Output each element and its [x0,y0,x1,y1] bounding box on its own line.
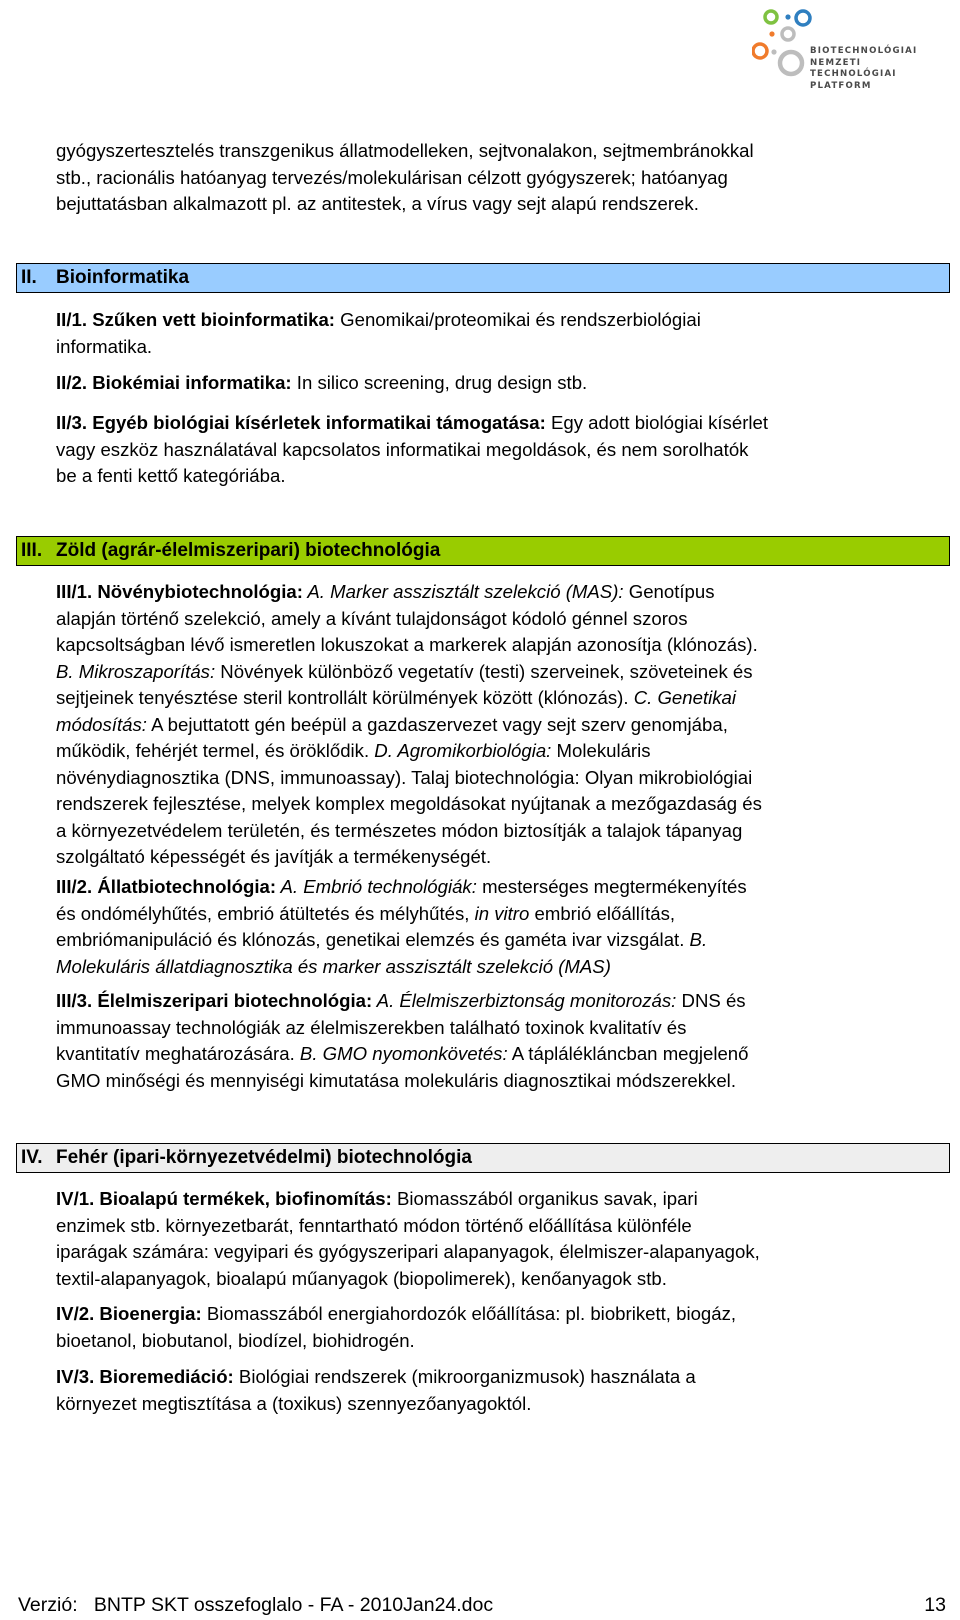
item-text: iparágak számára: vegyipari és gyógyszeripari alapanyagok, élelmiszer-alapanyagok, [56,1241,760,1262]
item-iv-1 [56,1186,936,1292]
section-title: Bioinformatika [56,267,190,288]
item-text: Biológiai rendszerek (mikroorganizmusok) használata a [233,1366,696,1387]
item-text: rendszerek fejlesztése, melyek komplex megoldásokat nyújtanak a mezőgazdaság és [56,793,762,814]
logo-text [810,46,917,92]
page-number: 13 [924,1594,946,1616]
item-text: embriómanipuláció és klónozás, genetikai elemzés és gaméta ivar vizsgálat. [56,929,685,950]
section-number: III. [21,540,43,561]
item-text: a környezetvédelem területén, és természetes módon biztosítják a talajok tápanyag [56,819,743,841]
item-subheading: A. Embrió technológiák: [276,876,477,897]
item-text: alapján történő szelekció, amely a kívánt tulajdonságot kódoló génnel szoros [56,607,688,629]
section-number: II. [21,267,37,288]
item-text: A bejuttatott gén beépül a gazdaszervezet vagy sejt szerv genomjába, [146,713,728,735]
item-text: bioetanol, biobutanol, biodízel, biohidrogén. [56,1329,415,1351]
item-code: III/2. [56,876,93,897]
section-header-bioinformatika [16,263,950,293]
item-subheading: B. Mikroszaporítás: [56,660,216,682]
bntp-logo [752,4,952,96]
logo-line-2: NEMZETI [810,57,862,68]
item-text: GMO minőségi és mennyiségi kimutatása molekuláris diagnosztikai módszerekkel. [56,1069,736,1091]
item-text: textil-alapanyagok, bioalapú műanyagok (biopolimerek), kenőanyagok stb. [56,1267,667,1289]
logo-line-1: BIOTECHNOLÓGIAI [810,46,918,56]
item-heading: Állatbiotechnológia: [97,876,277,897]
item-iv-2 [56,1301,936,1354]
item-italic-term: in vitro [474,902,530,924]
footer-version-text: Verzió: BNTP SKT osszefoglalo - FA - 2010Jan24.doc [18,1594,494,1616]
item-text: kapcsoltságban lévő ismeretlen lokuszokat a markerek alapján azonosítja (klónozás). [56,634,758,655]
intro-line-2: stb., racionális hatóanyag tervezés/molekulárisan célzott gyógyszerek; hatóanyag [56,166,728,188]
item-text: In silico screening, drug design stb. [291,372,588,393]
item-subheading: B. GMO nyomonkövetés: [294,1043,508,1064]
item-text: A táplálékláncban megjelenő [507,1043,749,1064]
item-heading: Növénybiotechnológia: [97,581,303,602]
item-subheading: B. [684,929,708,950]
item-text: Növények különböző vegetatív (testi) szerveinek, szöveteinek és [215,660,753,682]
logo-circles-icon [752,4,812,96]
item-text: Biomasszából organikus savak, ipari [391,1188,698,1209]
item-heading: Egyéb biológiai kísérletek informatikai támogatása: [92,412,546,433]
item-text: informatika. [56,335,153,357]
section-header-feher-biotechnologia [16,1143,950,1173]
item-heading: Bioalapú termékek, biofinomítás: [99,1188,392,1209]
item-text: környezet megtisztítása a (toxikus) szennyezőanyagoktól. [56,1392,532,1414]
logo-line-3: TECHNOLÓGIAI [810,69,897,79]
item-text: és ondómélyhűtés, embrió átültetés és mélyhűtés, [56,902,475,924]
section-title: Fehér (ipari-környezetvédelmi) biotechnológia [56,1147,472,1168]
item-heading: Élelmiszeripari biotechnológia: [97,990,373,1011]
item-subheading: A. Élelmiszerbiztonság monitorozás: [372,990,677,1011]
intro-line-3: bejuttatásban alkalmazott pl. az antitestek, a vírus vagy sejt alapú rendszerek. [56,193,699,214]
item-code: III/1. [56,581,93,602]
page-footer [18,1593,946,1617]
item-text: szolgáltató képességét és javítják a termékenységét. [56,846,492,867]
item-code: II/2. [56,372,88,393]
item-heading: Bioremediáció: [99,1366,234,1387]
item-text: Genotípus [623,581,715,602]
item-text: Egy adott biológiai kísérlet [545,412,769,433]
item-text: kvantitatív meghatározására. [56,1043,295,1064]
item-subheading: módosítás: [56,713,147,735]
logo-line-4: PLATFORM [810,80,872,91]
item-text: vagy eszköz használatával kapcsolatos informatikai megoldások, és nem sorolhatók [56,438,749,460]
item-heading: Szűken vett bioinformatika: [92,309,335,330]
section-title: Zöld (agrár-élelmiszeripari) biotechnológia [56,540,441,561]
item-text: Molekuláris [551,740,651,761]
item-ii-1 [56,307,936,360]
item-code: IV/1. [56,1188,95,1209]
item-text: sejtjeinek tenyésztése steril kontrollált körülmények között (klónozás). [56,687,629,708]
item-subheading: D. Agromikorbiológia: [369,740,552,761]
item-subheading: Molekuláris állatdiagnosztika és marker asszisztált szelekció (MAS) [56,955,611,977]
item-text: immunoassay technológiák az élelmiszerekben található toxinok kvalitatív és [56,1016,687,1038]
item-text: Biomasszából energiahordozók előállítása: pl. biobrikett, biogáz, [201,1303,737,1324]
section-number: IV. [21,1147,43,1168]
item-text: enzimek stb. környezetbarát, fenntartható módon történő előállítása különféle [56,1214,692,1236]
item-code: IV/3. [56,1366,95,1387]
item-code: II/3. [56,412,88,433]
item-text: mesterséges megtermékenyítés [476,876,747,897]
item-code: III/3. [56,990,93,1011]
item-code: IV/2. [56,1303,95,1324]
item-heading: Biokémiai informatika: [92,372,292,393]
item-text: Genomikai/proteomikai és rendszerbiológiai [334,309,701,330]
item-iv-3 [56,1364,936,1417]
item-ii-3 [56,410,936,490]
item-text: működik, fehérjét termel, és öröklődik. [56,740,370,761]
item-text: embrió előállítás, [529,902,676,924]
item-text: DNS és [676,990,746,1011]
item-text: növénydiagnosztika (DNS, immunoassay). Talaj biotechnológia: Olyan mikrobiológiai [56,766,753,788]
item-iii-3 [56,988,936,1094]
item-text: be a fenti kettő kategóriába. [56,465,286,486]
item-subheading: A. Marker asszisztált szelekció (MAS): [302,581,624,602]
item-heading: Bioenergia: [99,1303,202,1324]
item-iii-1 [56,579,936,871]
item-code: II/1. [56,309,88,330]
item-subheading: C. Genetikai [628,687,737,708]
section-header-zold-biotechnologia [16,536,950,566]
intro-line-1: gyógyszertesztelés transzgenikus állatmodelleken, sejtvonalakon, sejtmembránokkal [56,140,754,161]
item-ii-2 [56,370,936,397]
intro-paragraph [56,138,931,218]
item-iii-2 [56,874,936,980]
